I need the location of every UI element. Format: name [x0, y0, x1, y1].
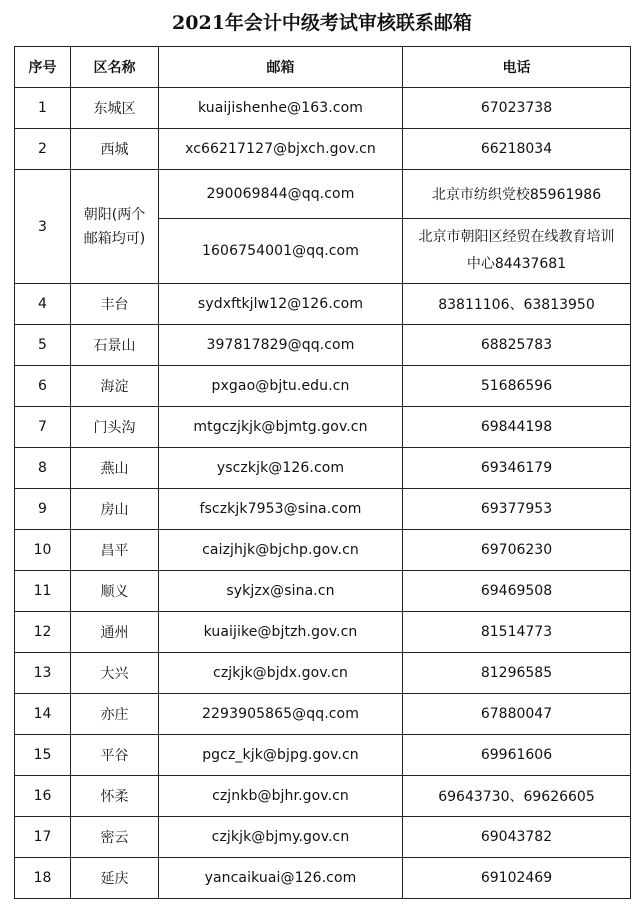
header-district: 区名称 [71, 47, 159, 88]
header-row [15, 47, 631, 88]
phone-number: 69643730、69626605 [403, 776, 631, 817]
email-address[interactable]: pxgao@bjtu.edu.cn [159, 366, 403, 407]
district-name: 房山 [71, 489, 159, 530]
district-name: 丰台 [71, 284, 159, 325]
table-row [15, 858, 631, 899]
phone-number: 北京市纺织党校85961986 [403, 170, 631, 219]
header-phone: 电话 [403, 47, 631, 88]
row-number: 14 [15, 694, 71, 735]
row-number: 18 [15, 858, 71, 899]
row-number: 5 [15, 325, 71, 366]
phone-number: 83811106、63813950 [403, 284, 631, 325]
email-address[interactable]: 290069844@qq.com [159, 170, 403, 219]
district-name: 燕山 [71, 448, 159, 489]
phone-number: 67880047 [403, 694, 631, 735]
table-row [15, 448, 631, 489]
table-row [15, 366, 631, 407]
row-number: 4 [15, 284, 71, 325]
district-name: 门头沟 [71, 407, 159, 448]
table-row [15, 817, 631, 858]
email-address[interactable]: fsczkjk7953@sina.com [159, 489, 403, 530]
table-row [15, 776, 631, 817]
row-number: 10 [15, 530, 71, 571]
email-address[interactable]: 397817829@qq.com [159, 325, 403, 366]
district-name: 亦庄 [71, 694, 159, 735]
row-number: 12 [15, 612, 71, 653]
row-number: 6 [15, 366, 71, 407]
email-address[interactable]: xc66217127@bjxch.gov.cn [159, 129, 403, 170]
phone-number: 68825783 [403, 325, 631, 366]
table-row [15, 571, 631, 612]
table-row [15, 530, 631, 571]
table-row [15, 612, 631, 653]
district-name: 西城 [71, 129, 159, 170]
district-name: 大兴 [71, 653, 159, 694]
district-name: 海淀 [71, 366, 159, 407]
row-number: 11 [15, 571, 71, 612]
table-row [15, 325, 631, 366]
header-no: 序号 [15, 47, 71, 88]
row-number: 7 [15, 407, 71, 448]
table-row [15, 88, 631, 129]
phone-number: 69844198 [403, 407, 631, 448]
phone-number: 81296585 [403, 653, 631, 694]
email-address[interactable]: 2293905865@qq.com [159, 694, 403, 735]
phone-number: 北京市朝阳区经贸在线教育培训中心84437681 [403, 219, 631, 284]
row-number: 3 [15, 170, 71, 284]
page-title: 2021年会计中级考试审核联系邮箱 [172, 12, 472, 34]
phone-number: 81514773 [403, 612, 631, 653]
phone-number: 69346179 [403, 448, 631, 489]
email-address[interactable]: ysczkjk@126.com [159, 448, 403, 489]
phone-number: 67023738 [403, 88, 631, 129]
district-name: 平谷 [71, 735, 159, 776]
email-address[interactable]: sydxftkjlw12@126.com [159, 284, 403, 325]
table-row [15, 694, 631, 735]
table-row [15, 735, 631, 776]
email-address[interactable]: czjkjk@bjdx.gov.cn [159, 653, 403, 694]
row-number: 9 [15, 489, 71, 530]
contact-table [14, 46, 631, 899]
row-number: 17 [15, 817, 71, 858]
phone-number: 69961606 [403, 735, 631, 776]
email-address[interactable]: kuaijishenhe@163.com [159, 88, 403, 129]
district-name: 东城区 [71, 88, 159, 129]
phone-number: 69377953 [403, 489, 631, 530]
row-number: 1 [15, 88, 71, 129]
table-row [15, 129, 631, 170]
row-number: 13 [15, 653, 71, 694]
email-address[interactable]: 1606754001@qq.com [159, 219, 403, 284]
email-address[interactable]: czjnkb@bjhr.gov.cn [159, 776, 403, 817]
district-name: 昌平 [71, 530, 159, 571]
phone-number: 51686596 [403, 366, 631, 407]
email-address[interactable]: yancaikuai@126.com [159, 858, 403, 899]
district-name: 朝阳(两个邮箱均可) [71, 170, 159, 284]
email-address[interactable]: mtgczjkjk@bjmtg.gov.cn [159, 407, 403, 448]
phone-number: 69102469 [403, 858, 631, 899]
district-name: 怀柔 [71, 776, 159, 817]
row-number: 16 [15, 776, 71, 817]
row-number: 2 [15, 129, 71, 170]
district-name: 密云 [71, 817, 159, 858]
header-email: 邮箱 [159, 47, 403, 88]
email-address[interactable]: pgcz_kjk@bjpg.gov.cn [159, 735, 403, 776]
email-address[interactable]: caizjhjk@bjchp.gov.cn [159, 530, 403, 571]
email-address[interactable]: kuaijike@bjtzh.gov.cn [159, 612, 403, 653]
phone-number: 69469508 [403, 571, 631, 612]
phone-number: 66218034 [403, 129, 631, 170]
email-address[interactable]: sykjzx@sina.cn [159, 571, 403, 612]
district-name: 延庆 [71, 858, 159, 899]
phone-number: 69706230 [403, 530, 631, 571]
row-number: 15 [15, 735, 71, 776]
table-row [15, 489, 631, 530]
district-name: 顺义 [71, 571, 159, 612]
table-row [15, 653, 631, 694]
table-row [15, 284, 631, 325]
email-address[interactable]: czjkjk@bjmy.gov.cn [159, 817, 403, 858]
table-row [15, 407, 631, 448]
district-name: 石景山 [71, 325, 159, 366]
district-name: 通州 [71, 612, 159, 653]
phone-number: 69043782 [403, 817, 631, 858]
row-number: 8 [15, 448, 71, 489]
table-row [15, 170, 631, 219]
